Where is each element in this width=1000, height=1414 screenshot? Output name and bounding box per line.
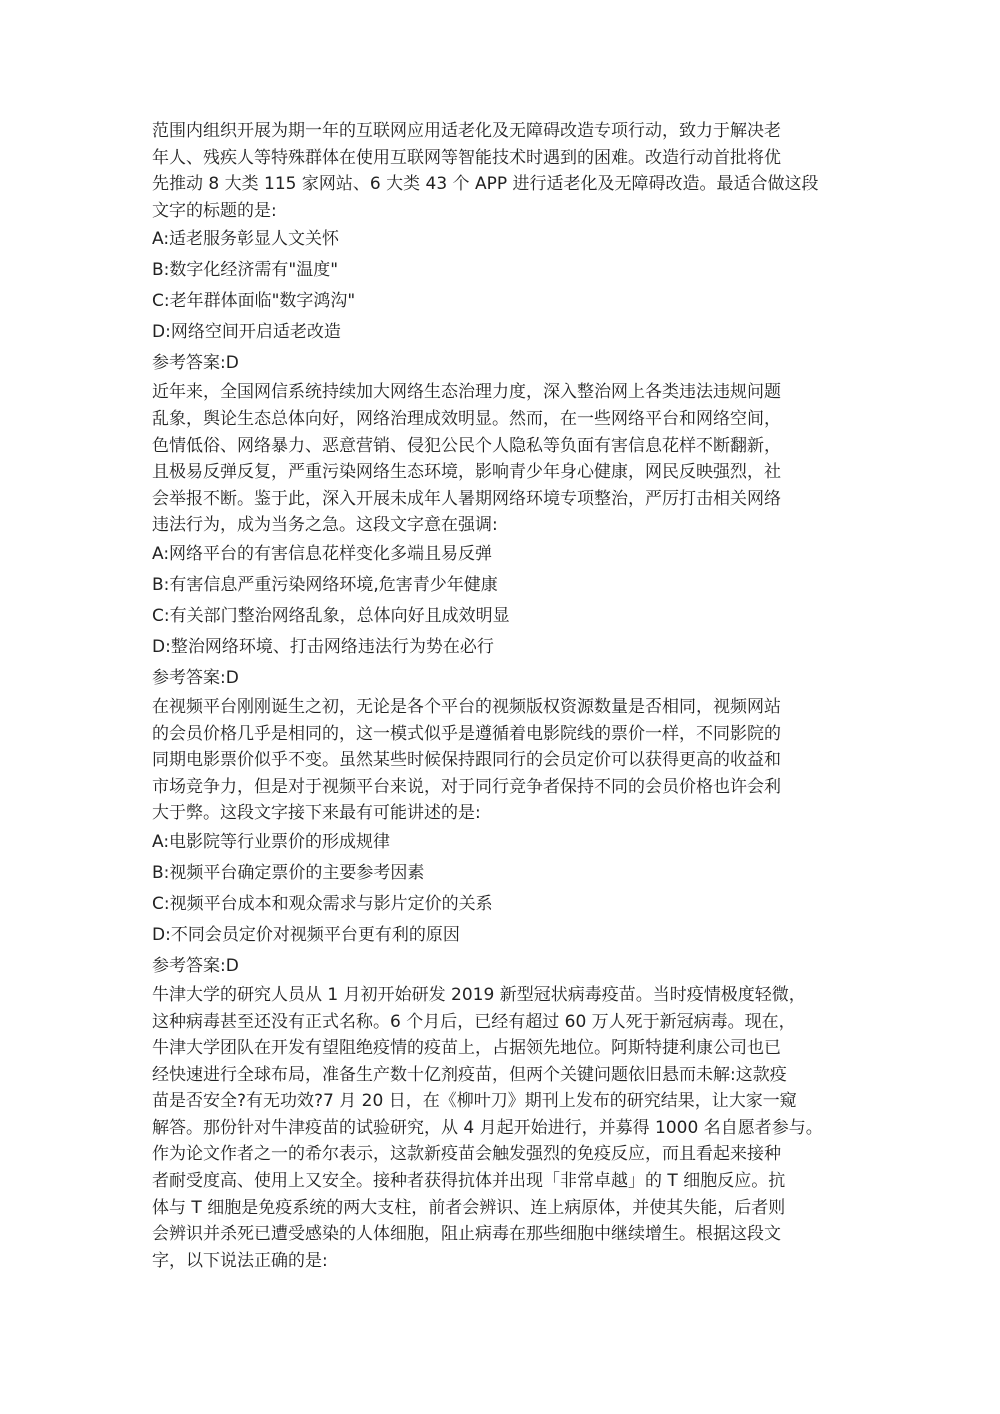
stem-line: 色情低俗、网络暴力、恶意营销、侵犯公民个人隐私等负面有害信息花样不断翻新， (152, 435, 781, 456)
stem-line: 会举报不断。鉴于此，深入开展未成年人暑期网络环境专项整治，严厉打击相关网络 (152, 488, 781, 509)
stem-line: 市场竞争力，但是对于视频平台来说，对于同行竞争者保持不同的会员价格也许会利 (152, 776, 781, 797)
reference-answer: 参考答案:D (152, 353, 239, 374)
stem-line: 的会员价格几乎是相同的，这一模式似乎是遵循着电影院线的票价一样，不同影院的 (152, 723, 781, 744)
option-d: D:网络空间开启适老改造 (152, 322, 341, 343)
option-c: C:视频平台成本和观众需求与影片定价的关系 (152, 893, 493, 914)
stem-line: 在视频平台刚刚诞生之初，无论是各个平台的视频版权资源数量是否相同，视频网站 (152, 696, 781, 717)
stem-line: 范围内组织开展为期一年的互联网应用适老化及无障碍改造专项行动，致力于解决老 (152, 121, 781, 141)
option-b: B:视频平台确定票价的主要参考因素 (152, 862, 425, 883)
stem-line: 乱象，舆论生态总体向好，网络治理成效明显。然而，在一些网络平台和网络空间， (152, 408, 781, 429)
option-d: D:整治网络环境、打击网络违法行为势在必行 (152, 636, 494, 657)
option-c: C:老年群体面临"数字鸿沟" (152, 291, 356, 312)
stem-line: 者耐受度高、使用上又安全。接种者获得抗体并出现「非常卓越」的 T 细胞反应。抗 (152, 1171, 786, 1192)
question-stem (152, 379, 864, 539)
question-stem (152, 694, 864, 827)
stem-line: 近年来，全国网信系统持续加大网络生态治理力度，深入整治网上各类违法违规问题 (152, 382, 781, 403)
stem-line: 先推动 8 大类 115 家网站、6 大类 43 个 APP 进行适老化及无障碍改造。最适合做这段 (152, 174, 819, 195)
stem-line: 苗是否安全?有无功效?7 月 20 日，在《柳叶刀》期刊上发布的研究结果，让大家一窥 (152, 1091, 797, 1112)
option-a: A:电影院等行业票价的形成规律 (152, 831, 391, 852)
question-block (152, 694, 864, 982)
stem-line: 经快速进行全球布局，准备生产数十亿剂疫苗，但两个关键问题依旧悬而未解:这款疫 (152, 1064, 787, 1085)
stem-line: 会辨识并杀死已遭受感染的人体细胞，阻止病毒在那些细胞中继续增生。根据这段文 (152, 1224, 781, 1245)
option-b: B:有害信息严重污染网络环境,危害青少年健康 (152, 574, 498, 595)
stem-line: 这种病毒甚至还没有正式名称。6 个月后，已经有超过 60 万人死于新冠病毒。现在， (152, 1011, 796, 1032)
option-b: B:数字化经济需有"温度" (152, 260, 339, 281)
stem-line: 文字的标题的是: (152, 200, 277, 221)
option-c: C:有关部门整治网络乱象，总体向好且成效明显 (152, 605, 510, 626)
stem-line: 且极易反弹反复，严重污染网络生态环境，影响青少年身心健康，网民反映强烈，社 (152, 462, 781, 483)
option-a: A:适老服务彰显人文关怀 (152, 229, 340, 250)
option-d: D:不同会员定价对视频平台更有利的原因 (152, 924, 460, 945)
question-block (152, 982, 864, 1275)
question-stem (152, 118, 864, 224)
stem-line: 违法行为，成为当务之急。这段文字意在强调: (152, 515, 498, 536)
question-list (152, 118, 864, 1274)
stem-line: 作为论文作者之一的希尔表示，这款新疫苗会触发强烈的免疫反应，而且看起来接种 (152, 1144, 781, 1165)
stem-line: 年人、残疾人等特殊群体在使用互联网等智能技术时遇到的困难。改造行动首批将优 (152, 147, 781, 168)
question-block (152, 118, 864, 379)
question-block (152, 379, 864, 694)
option-a: A:网络平台的有害信息花样变化多端且易反弹 (152, 543, 493, 564)
question-stem (152, 982, 864, 1275)
reference-answer: 参考答案:D (152, 955, 239, 976)
stem-line: 同期电影票价似乎不变。虽然某些时候保持跟同行的会员定价可以获得更高的收益和 (152, 750, 781, 771)
stem-line: 牛津大学的研究人员从 1 月初开始研发 2019 新型冠状病毒疫苗。当时疫情极度轻微， (152, 984, 806, 1005)
stem-line: 大于弊。这段文字接下来最有可能讲述的是: (152, 803, 481, 824)
stem-line: 牛津大学团队在开发有望阻绝疫情的疫苗上，占据领先地位。阿斯特捷利康公司也已 (152, 1038, 781, 1059)
reference-answer: 参考答案:D (152, 667, 239, 688)
stem-line: 解答。那份针对牛津疫苗的试验研究，从 4 月起开始进行，并募得 1000 名自愿者参与。 (152, 1117, 823, 1138)
stem-line: 体与 T 细胞是免疫系统的两大支柱，前者会辨识、连上病原体，并使其失能，后者则 (152, 1197, 786, 1218)
stem-line: 字，以下说法正确的是: (152, 1250, 328, 1271)
